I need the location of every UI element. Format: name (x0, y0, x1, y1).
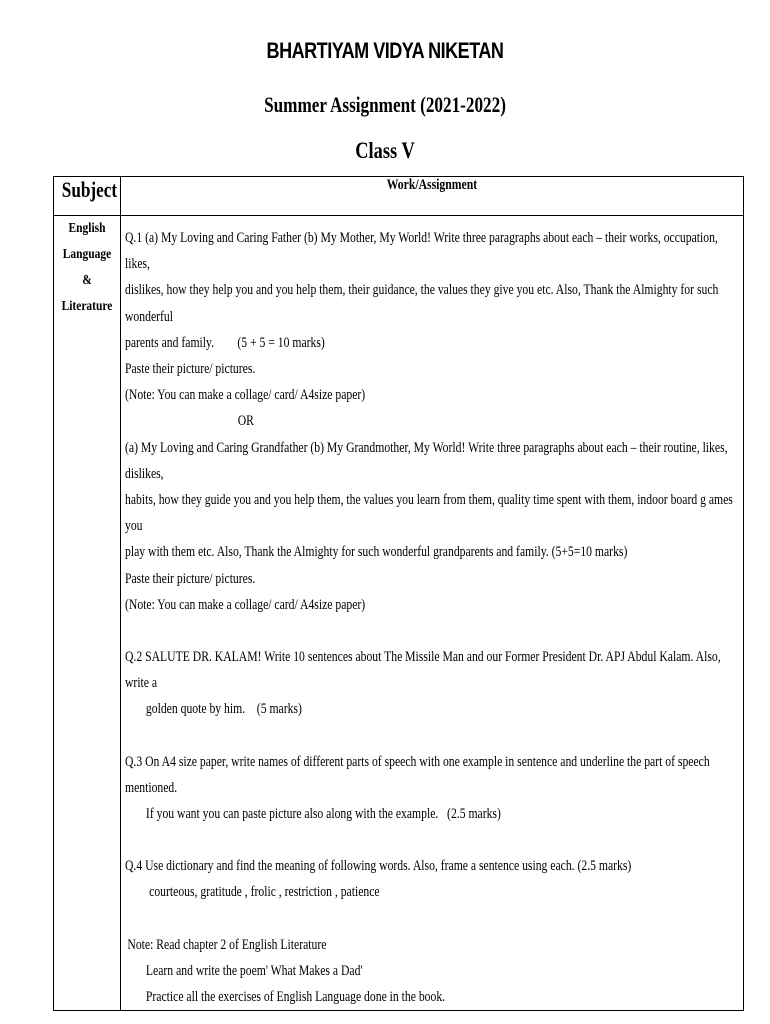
q4-line: courteous, gratitude , frolic , restriction , patience (149, 884, 380, 901)
q1-line: (Note: You can make a collage/ card/ A4size paper) (125, 596, 366, 613)
q1-line: play with them etc. Also, Thank the Almighty for such wonderful grandparents and family. (5+5=10 marks) (125, 544, 628, 561)
work-column-header: Work/Assignment (121, 177, 744, 216)
q1-line: Q.1 (a) My Loving and Caring Father (b) My Mother, My World! Write three paragraphs about each – their works, occupation, likes, (125, 230, 718, 273)
assignment-table (53, 176, 744, 1011)
school-name: BHARTIYAM VIDYA NIKETAN (266, 38, 504, 63)
table-header-row (54, 177, 744, 216)
subject-column-header: Subject (54, 177, 121, 216)
q1-line: habits, how they guide you and you help them, the values you learn from them, quality time spent with them, indoor board g ames you (125, 492, 733, 535)
q1-line: Paste their picture/ pictures. (125, 361, 256, 378)
q2-line: Q.2 SALUTE DR. KALAM! Write 10 sentences about The Missile Man and our Former President Dr. APJ Abdul Kalam. Also, write a (125, 649, 721, 692)
subject-line: English (68, 221, 106, 236)
q1-line: Paste their picture/ pictures. (125, 570, 256, 587)
work-cell (121, 216, 744, 1011)
q1-line: parents and family. (5 + 5 = 10 marks) (125, 334, 325, 351)
q3-line: Q.3 On A4 size paper, write names of different parts of speech with one example in sentence and underline the part of speech mentioned. (125, 753, 710, 796)
subject-line: Literature (61, 299, 113, 314)
note-line: Practice all the exercises of English Language done in the book. (145, 989, 446, 1006)
note-line: Learn and write the poem' What Makes a Dad' (145, 962, 363, 979)
class-title: Class V (355, 138, 415, 163)
subject-line: & (82, 273, 92, 288)
table-row (54, 216, 744, 1011)
q1-line: (Note: You can make a collage/ card/ A4size paper) (125, 387, 366, 404)
q2-line: golden quote by him. (5 marks) (145, 701, 302, 718)
q4-line: Q.4 Use dictionary and find the meaning of following words. Also, frame a sentence using each. (2.5 marks) (125, 858, 632, 875)
subject-cell (54, 216, 121, 1011)
q1-line: (a) My Loving and Caring Grandfather (b) My Grandmother, My World! Write three paragraphs about each – their routine, likes, dislikes, (125, 439, 728, 482)
subject-line: Language (62, 247, 112, 262)
note-line: Note: Read chapter 2 of English Literature (127, 936, 327, 953)
q3-line: If you want you can paste picture also along with the example. (2.5 marks) (145, 806, 501, 823)
q1-line: dislikes, how they help you and you help them, their guidance, the values they give you etc. Also, Thank the Almighty for such wonderful (125, 282, 719, 325)
assignment-title: Summer Assignment (2021-2022) (264, 92, 506, 117)
or-separator: OR (237, 413, 254, 430)
